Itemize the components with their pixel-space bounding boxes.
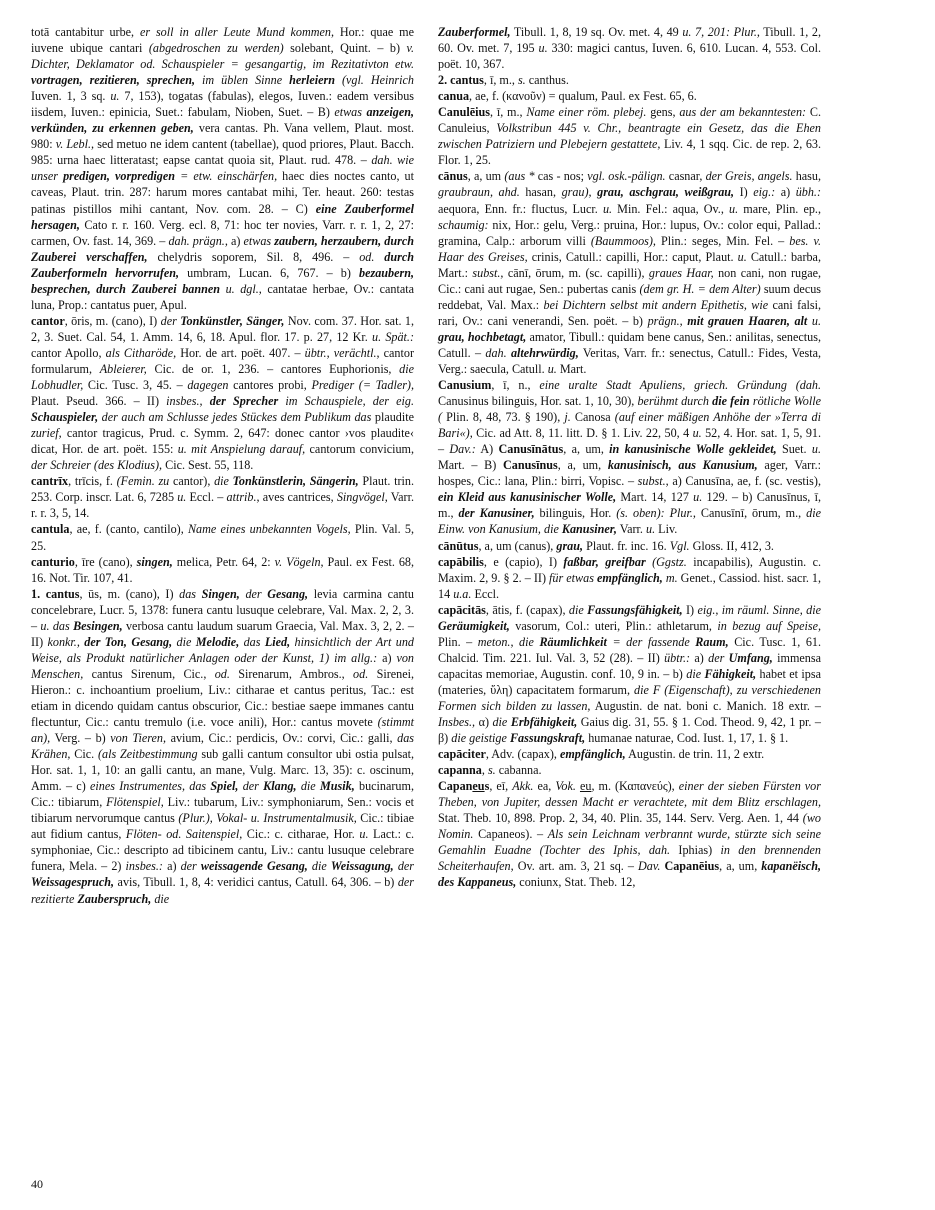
dictionary-entry-cantus-2: 2. cantus, ī, m., s. canthus.	[438, 73, 569, 88]
left-column	[31, 24, 414, 907]
dictionary-entry-capacitas: capācitās, ātis, f. (capax), die Fassungsfähigkeit, I) eig., im räuml. Sinne, die Geräumigkeit, vasorum, Col.: uteri, Plin.: athletarum, in bezug auf Speise, Plin. – meton., die Räumlichkeit = der fassende Raum, Cic. Tusc. 1, 61. Chalcid. Tim. 221. Iul. Val. 3, 52 (28). – II) übtr.: a) der Umfang, immensa capacitas memoriae, Augustin. conf. 10, 9 in. – b) die Fähigkeit, habet et ipsa (materies, ὕλη) capacitatem formarum, die F (Eigenschaft), zu verschiedenen Formen sich bilden zu lassen, Augustin. de nat. boni c. Manich. 18 extr. – Insbes., α) die Erbfähigkeit, Gaius dig. 31, 55. § 1. Cod. Theod. 9, 42, 1 pr. – β) die geistige Fassungskraft, humanae naturae, Cod. Iust. 1, 17, 1. § 1.	[438, 602, 821, 746]
dictionary-entry-canuleius: Canulēius, ī, m., Name einer röm. plebej. gens, aus der am bekanntesten: C. Canuleius, Volkstribun 445 v. Chr., beantragte ein Gesetz, das die Ehen zwischen Patriziern und Plebejern gestattete, Liv. 4, 1 sqq. Cic. de rep. 2, 63. Flor. 1, 25.	[438, 105, 822, 168]
dictionary-entry-canua: canua, ae, f. (κανοῦν) = qualum, Paul. ex Fest. 65, 6.	[438, 89, 697, 104]
dictionary-entry-capabilis: capābilis, e (capio), I) faßbar, greifbar (Ggstz. incapabilis), Augustin. c. Maxim. 2, 9. § 2. – II) für etwas empfänglich, m. Genet., Cassiod. hist. sacr. 1, 14 u.a. Eccl.	[438, 554, 822, 601]
dictionary-entry-cantrix: cantrīx, trīcis, f. (Femin. zu cantor), die Tonkünstlerin, Sängerin, Plaut. trin. 253. Corp. inscr. Lat. 6, 7285 u. Eccl. – attrib., aves cantrices, Singvögel, Varr. r. r. 3, 5, 14.	[31, 474, 414, 521]
dictionary-entry-capaneus: Capaneus, eī, Akk. ea, Vok. eu, m. (Καπανεύς), einer der sieben Fürsten vor Theben, von Jupiter, dessen Macht er verachtete, mit dem Blitz erschlagen, Stat. Theb. 10, 898. Prop. 2, 34, 40. Plin. 35, 144. Serv. Verg. Aen. 1, 44 (wo Nomin. Capaneos). – Als sein Leichnam verbrannt wurde, stürzte sich seine Gemahlin Euadne (Tochter des Iphis, dah. Iphias) in den brennenden Scheiterhaufen, Ov. art. am. 3, 21 sq. – Dav. Capanēius, a, um, kapanëisch, des Kappaneus, coniunx, Stat. Theb. 12,	[438, 779, 821, 890]
dictionary-entry-cantor: cantor, ōris, m. (cano), I) der Tonkünstler, Sänger, Nov. com. 37. Hor. sat. 1, 2, 3. Suet. Cal. 54, 1. Amm. 14, 6, 18. Apul. flor. 17. p. 27, 12 Kr. u. Spät.: cantor Apollo, als Citharöde, Hor. de art. poët. 407. – übtr., verächtl., cantor formularum, Ableierer, Cic. de or. 1, 236. – cantores Euphorionis, die Lobhudler, Cic. Tusc. 3, 45. – dagegen cantores probi, Prediger (= Tadler), Plaut. Pseud. 366. – II) insbes., der Sprecher im Schauspiele, der eig. Schauspieler, der auch am Schlusse jedes Stückes dem Publikum das plaudite zurief, cantor tragicus, Prud. c. Symm. 2, 647: donec cantor ›vos plaudite‹ dicat, Hor. de art. poët. 155: u. mit Anspielung darauf, cantorum convicium, der Schreier (des Klodius), Cic. Sest. 55, 118.	[31, 313, 415, 473]
dictionary-entry: Zauberformel, Tibull. 1, 8, 19 sq. Ov. met. 4, 49 u. 7, 201: Plur., Tibull. 1, 2, 60. Ov. met. 7, 195 u. 330: magici cantus, Iuven. 6, 610. Lucan. 4, 553. Col. poët. 10, 367.	[438, 25, 821, 72]
dictionary-entry-capanna: capanna, s. cabanna.	[438, 763, 542, 778]
dictionary-entry-cantula: cantula, ae, f. (canto, cantilo), Name eines unbekannten Vogels, Plin. Val. 5, 25.	[31, 522, 414, 553]
dictionary-entry-canturio: canturio, īre (cano), singen, melica, Petr. 64, 2: v. Vögeln, Paul. ex Fest. 68, 16. Not. Tir. 107, 41.	[31, 554, 415, 585]
dictionary-entry: totā cantabitur urbe, er soll in aller Leute Mund kommen, Hor.: quae me iuvene ubique cantari (abgedroschen zu werden) solebant, Quint. – b) v. Dichter, Deklamator od. Schauspieler = gesangartig, im Rezitativton etw. vortragen, rezitieren, sprechen, im üblen Sinne herleiern (vgl. Heinrich Iuven. 1, 3 sq. u. 7, 153), togatas (fabulas), elegos, Iuven.: eadem versibus iisdem, Iuven.: epinicia, Suet.: fabulam, Nioben, Suet. – B) etwas anzeigen, verkünden, zu erkennen geben, vera cantas. Ph. Vana vellem, Plaut. most. 980: v. Lebl., sed metuo ne idem cantent (tabellae), quod priores, Plaut. Bacch. 985: urna haec litteratast; eapse cantat quoia sit, Plaut. rud. 478. – dah. wie unser predigen, vorpredigen = etw. einschärfen, haec dies noctes canto, ut caveas, Plaut. trin. 287: harum mores cantabat mihi, Ter. heaut. 260: testas patinas pistillos mihi cantant, Nov. com. 28. – C) eine Zauberformel hersagen, Cato r. r. 160. Verg. ecl. 8, 71: hoc ter novies, Varr. r. r. 1, 2, 27: carmen, Ov. fast. 14, 369. – dah. prägn., a) etwas zaubern, herzaubern, durch Zauberei verschaffen, chelydris soporem, Sil. 8, 496. – od. durch Zauberformeln hervorrufen, umbram, Lucan. 6, 767. – b) bezaubern, besprechen, durch Zauberei bannen u. dgl., cantatae herbae, Ov.: cantata luna, Prop.: cantatus puer, Apul.	[31, 25, 415, 312]
right-column	[438, 24, 821, 891]
dictionary-entry-cantus-1: 1. cantus, ūs, m. (cano), I) das Singen, der Gesang, levia carmina cantu concelebrare, Lucr. 5, 1378: funera cantu lusuque celebrare, Val. Max. 2, 2, 3. – u. das Besingen, verbosa cantu laudum suarum Graecia, Val. Max. 3, 2, 2. – II) konkr., der Ton, Gesang, die Melodie, das Lied, hinsichtlich der Art und Weise, als Produkt natürlicher Anlagen oder der Kunst, 1) im allg.: a) von Menschen, cantus Sirenum, Cic., od. Sirenarum, Ambros., od. Sirenei, Hieron.: c. inchoantium proelium, Liv.: citharae et cantus peritus, Tac.: est etiam in dicendo quidam cantus obscurior, Cic.: bestiae saepe immanes cantu flectuntur, Cic.: cantu tremulo (i.e. voce anili), Hor.: cantus movete (stimmt an), Verg. – b) von Tieren, avium, Cic.: perdicis, Ov.: corvi, Cic.: galli, das Krähen, Cic. (als Zeitbestimmung sub galli cantum consultor ubi ostia pulsat, Hor. sat. 1, 1, 10: an galli cantu, an mane, Vulg. Marc. 13, 35): c. oscinum, Amm. – c) eines Instrumentes, das Spiel, der Klang, die Musik, bucinarum, Cic.: tibiarum, Flötenspiel, Liv.: tubarum, Liv.: symphoniarum, Sen.: vocis et tibiarum nervorumque cantus (Plur.), Vokal- u. Instrumentalmusik, Cic.: tibiae aut fidium cantus, Flöten- od. Saitenspiel, Cic.: c. citharae, Hor. u. Lact.: c. symphoniae, Cic.: descripto ad tibicinem cantu, Liv.: cantu lusuque celebrare funera, Mela. – 2) insbes.: a) der weissagende Gesang, die Weissagung, der Weissagespruch, avis, Tibull. 1, 8, 4: veridici cantus, Catull. 64, 306. – b) der rezitierte Zauberspruch, die	[31, 586, 415, 906]
page-number: 40	[31, 1177, 43, 1191]
dictionary-entry-canutus: cānūtus, a, um (canus), grau, Plaut. fr. inc. 16. Vgl. Gloss. II, 412, 3.	[438, 538, 774, 553]
dictionary-entry-canusium: Canusium, ī, n., eine uralte Stadt Apuliens, griech. Gründung (dah. Canusinus bilinguis, Hor. sat. 1, 10, 30), berühmt durch die fein rötliche Wolle ( Plin. 8, 48, 73. § 190), j. Canosa (auf einer mäßigen Anhöhe der »Terra di Bari«), Cic. ad Att. 8, 11. litt. D. § 1. Liv. 22, 50, 4 u. 52, 4. Hor. sat. 1, 5, 91. – Dav.: A) Canusīnātus, a, um, in kanusinische Wolle gekleidet, Suet. u. Mart. – B) Canusīnus, a, um, kanusinisch, aus Kanusium, ager, Varr.: hospes, Cic.: lana, Plin.: birri, Vopisc. – subst., a) Canusīna, ae, f. (sc. vestis), ein Kleid aus kanusinischer Wolle, Mart. 14, 127 u. 129. – b) Canusīnus, ī, m., der Kanusiner, bilinguis, Hor. (s. oben): Plur., Canusīnī, ōrum, m., die Einw. von Kanusium, die Kanusiner, Varr. u. Liv.	[438, 378, 822, 537]
dictionary-entry-canus: cānus, a, um (aus * cas - nos; vgl. osk.-pälign. casnar, der Greis, angels. hasu, graubraun, ahd. hasan, grau), grau, aschgrau, weißgrau, I) eig.: a) übh.: aequora, Enn. fr.: fluctus, Lucr. u. Min. Fel.: aqua, Ov., u. mare, Plin. ep., schaumig: nix, Hor.: gelu, Verg.: pruina, Hor.: lupus, Ov.: color equi, Pallad.: gramina, Calp.: arborum villi (Baummoos), Plin.: seges, Min. Fel. – bes. v. Haar des Greises, crinis, Catull.: capilli, Hor.: caput, Plaut. u. Catull.: barba, Mart.: subst., cānī, ōrum, m. (sc. capilli), graues Haar, non cani, non rugae, Cic.: cani aut rugae, Sen.: pubertas canis (dem gr. H. = dem Alter) suum decus reddebat, Val. Max.: bei Dichtern selbst mit andern Epithetis, wie cani falsi, rari, Ov.: cani venerandi, Sen. poët. – b) prägn., mit grauen Haaren, alt u. grau, hochbetagt, amator, Tibull.: quidam bene canus, Sen.: anilitas, senectus, Catull. – dah. altehrwürdig, Veritas, Varr. fr.: senectus, Catull.: Fides, Vesta, Verg.: saecula, Catull. u. Mart.	[438, 169, 822, 376]
dictionary-entry-capaciter: capāciter, Adv. (capax), empfänglich, Augustin. de trin. 11, 2 extr.	[438, 747, 765, 762]
